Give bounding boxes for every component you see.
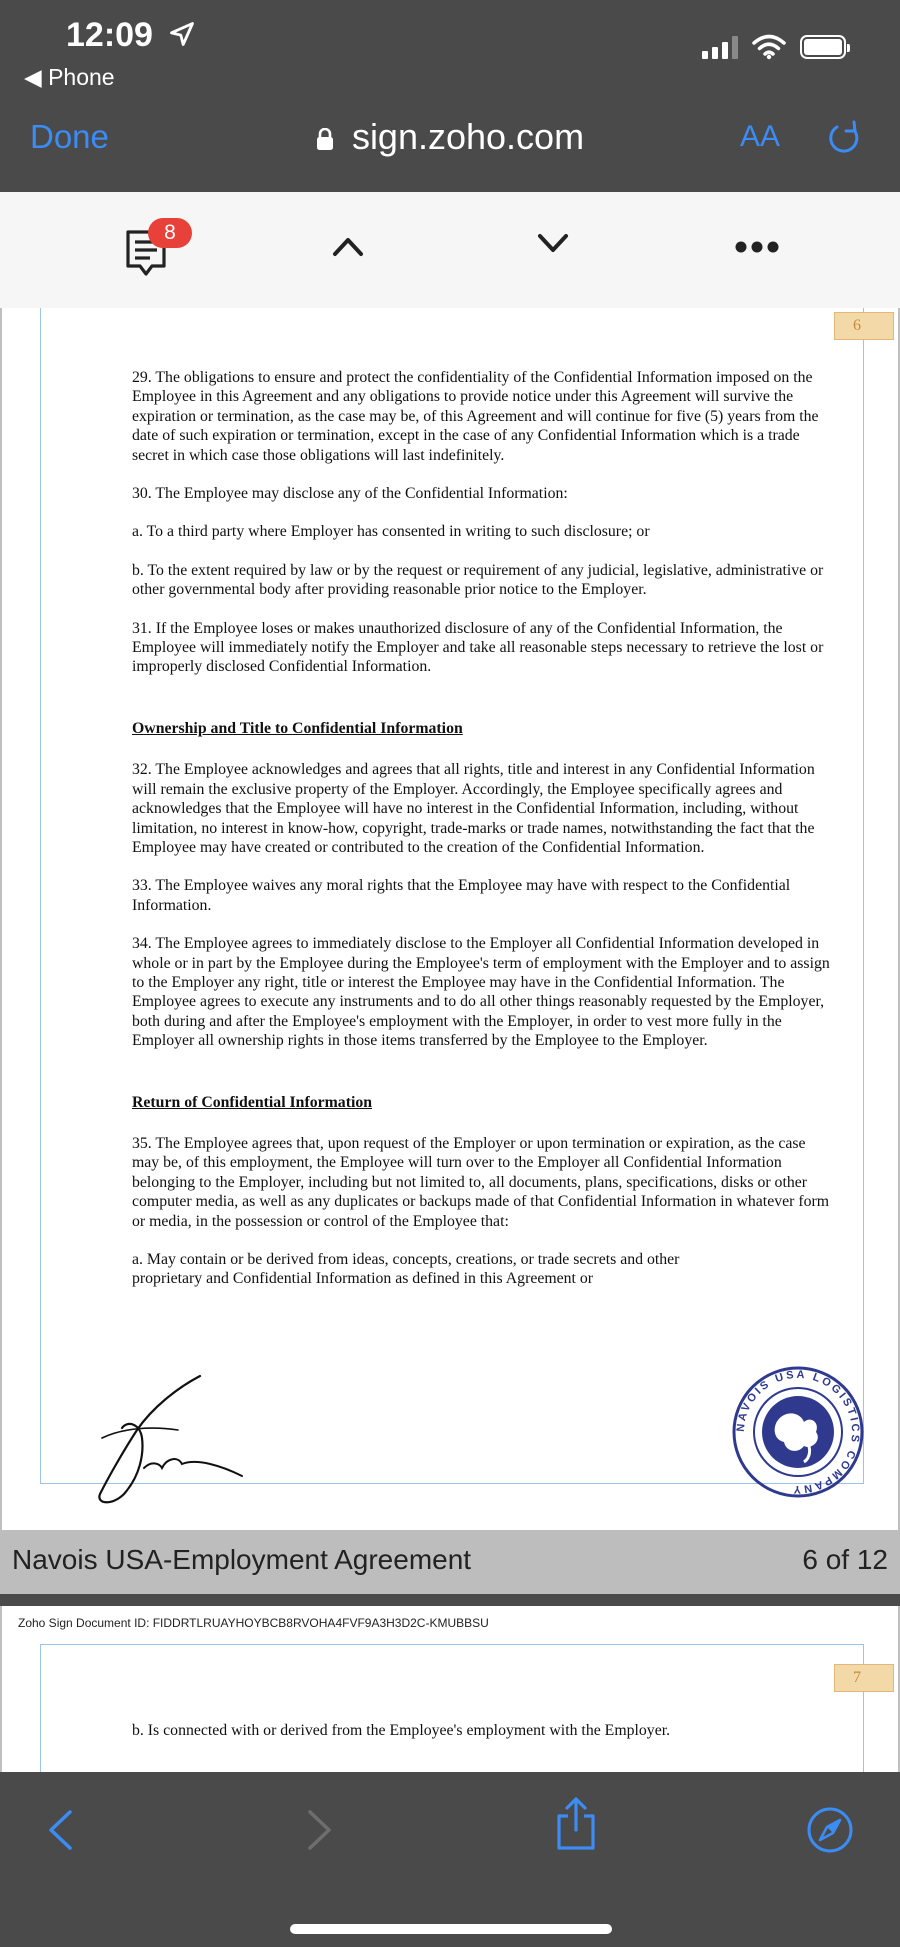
back-app-label: Phone — [48, 64, 115, 90]
clause-35a: a. May contain or be derived from ideas, concepts, creations, or trade secrets and other proprietary and Confidential Information as defined in this Agreement or — [132, 1251, 680, 1288]
location-arrow-icon — [168, 20, 196, 48]
clause-34: 34. The Employee agrees to immediately disclose to the Employer all Confidential Information developed in whole or in part by the Employee during the Employee's term of employment with the Employer and to assign to the Employer any right, title or interest the Employee may have in the Confidential Information. The Employee agrees to execute any instruments and to do all other things reasonably requested by the Employer, both during and after the Employee's employment with the Employer, in order to vest more fully in the Employer all ownership rights in those items transferred by the Employee to the Employer. — [132, 935, 830, 1050]
clock: 12:09 — [66, 16, 153, 54]
back-to-app-link[interactable] — [24, 64, 115, 91]
status-time — [66, 16, 196, 55]
back-arrow-icon[interactable] — [46, 1808, 74, 1852]
page-counter: 6 of 12 — [802, 1544, 888, 1575]
done-button[interactable]: Done — [30, 118, 109, 155]
heading-return: Return of Confidential Information — [132, 1093, 373, 1111]
page-frame — [40, 1644, 864, 1774]
page-number-tag[interactable]: 7 — [834, 1664, 894, 1692]
handwritten-signature — [82, 1368, 282, 1508]
battery-icon — [800, 35, 846, 59]
lock-icon — [316, 128, 334, 150]
comments-count-badge: 8 — [148, 218, 192, 248]
clause-33: 33. The Employee waives any moral rights that the Employee may have with respect to the Confidential Information. — [132, 877, 791, 914]
chevron-down-icon[interactable] — [537, 232, 569, 256]
clause-30a: a. To a third party where Employer has consented in writing to such disclosure; or — [132, 523, 650, 541]
clause-29: 29. The obligations to ensure and protect the confidentiality of the Confidential Information imposed on the Employee in this Agreement and any obligations to provide notice under this Agreement will survive the expiration or termination, as the case may be, of this Agreement and will continue for five (5) years from the date of such expiration or termination, except in the case of any Confidential Information which is a trade secret in which case those obligations will last indefinitely. — [132, 369, 819, 464]
home-indicator[interactable] — [290, 1924, 612, 1934]
browser-url-bar — [0, 100, 900, 192]
document-page — [0, 308, 900, 1530]
share-icon[interactable] — [554, 1796, 598, 1852]
clause-30: 30. The Employee may disclose any of the Confidential Information: — [132, 485, 568, 503]
forward-arrow-icon[interactable] — [306, 1808, 334, 1852]
clause-35: 35. The Employee agrees that, upon request of the Employer or upon termination or expiration, as the case may be, of this employment, the Employee will turn over to the Employer all Confidential Information belonging to the Employer, including but not limited to, all documents, plans, specifications, disks or other computer media, as well as any duplicates or backups made of that Confidential Information in whatever form or media, in the possession or control of the Employee that: — [132, 1134, 830, 1230]
more-options-icon[interactable] — [734, 240, 780, 254]
next-document-page — [0, 1606, 900, 1772]
back-triangle-icon: ◀ — [24, 64, 42, 90]
compass-icon[interactable] — [806, 1806, 854, 1854]
text-size-button[interactable]: AA — [740, 120, 781, 153]
reload-icon[interactable] — [824, 118, 864, 158]
company-seal — [728, 1362, 868, 1502]
svg-text:NAVOIS USA LOGISTICS COMPANY: NAVOIS USA LOGISTICS COMPANY — [734, 1368, 862, 1496]
cellular-signal-icon — [702, 35, 738, 59]
clause-35b: b. Is connected with or derived from the Employee's employment with the Employer. — [132, 1722, 671, 1739]
document-footer — [0, 1530, 900, 1594]
document-title: Navois USA-Employment Agreement — [12, 1544, 472, 1575]
document-id: Zoho Sign Document ID: FIDDRTLRUAYHOYBCB8RVOHA4FVF9A3H3D2C-KMUBBSU — [18, 1616, 489, 1630]
status-icons — [702, 34, 846, 60]
url-text: sign.zoho.com — [351, 116, 585, 157]
wifi-icon — [752, 34, 786, 60]
document-body — [132, 368, 832, 1308]
status-bar — [0, 0, 900, 100]
clause-31: 31. If the Employee loses or makes unauthorized disclosure of any of the Confidential Information, the Employee will immediately notify the Employer and take all reasonable steps necessary to retrieve the lost or improperly disclosed Confidential Information. — [132, 619, 824, 676]
document-toolbar — [0, 192, 900, 308]
page-number-tag[interactable]: 6 — [834, 312, 894, 340]
browser-bottom-bar — [0, 1772, 900, 1947]
clause-32: 32. The Employee acknowledges and agrees that all rights, title and interest in any Confidential Information will remain the exclusive property of the Employer. Accordingly, the Employee specifically agrees and acknowledges that the Employee will have no interest in the Confidential Information, including, without limitation, no interest in know-how, copyright, trade-marks or trade names, notwithstanding the fact that the Employee may have created or contributed to the creation of the Confidential Information. — [132, 761, 815, 856]
chevron-up-icon[interactable] — [332, 234, 364, 258]
clause-30b: b. To the extent required by law or by the request or requirement of any judicial, legislative, administrative or other governmental body after providing reasonable prior notice to the Employer. — [132, 561, 824, 599]
heading-ownership: Ownership and Title to Confidential Information — [132, 719, 463, 737]
